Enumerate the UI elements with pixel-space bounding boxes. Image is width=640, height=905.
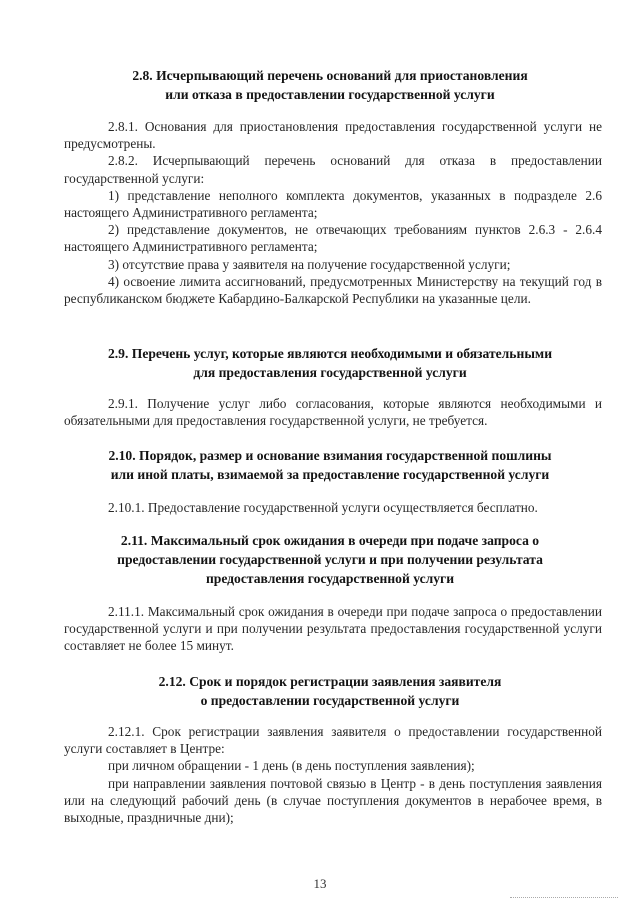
paragraph: 2.9.1. Получение услуг либо согласования, которые являются необходимыми и обязательными для предоставления государственной услуги, не требуется. (64, 396, 602, 429)
scan-artifact (510, 897, 618, 900)
section-body-2-11 (64, 603, 602, 655)
heading-line: о предоставлении государственной услуги (200, 693, 460, 708)
heading-line: 2.12. Срок и порядок регистрации заявления заявителя (158, 674, 502, 689)
paragraph: 2.11.1. Максимальный срок ожидания в очереди при подаче запроса о предоставлении государственной услуги и при получении результата предоставления государственной услуги составляет не более 15 минут. (64, 604, 602, 654)
paragraph: 2.10.1. Предоставление государственной услуги осуществляется бесплатно. (108, 500, 538, 515)
section-body-2-12 (64, 723, 602, 826)
heading-line: или иной платы, взимаемой за предоставление государственной услуги (110, 467, 550, 482)
paragraph: 1) представление неполного комплекта документов, указанных в подразделе 2.6 настоящего Административного регламента; (64, 187, 602, 221)
section-body-2-10 (64, 499, 602, 516)
paragraph: 4) освоение лимита ассигнований, предусмотренных Министерству на текущий год в республиканском бюджете Кабардино-Балкарской Республики на указанные цели. (64, 273, 602, 307)
paragraph: 2.12.1. Срок регистрации заявления заявителя о предоставлении государственной услуги составляет в Центре: (64, 724, 602, 757)
section-body-2-9 (64, 395, 602, 429)
paragraph: при личном обращении - 1 день (в день поступления заявления); (108, 758, 475, 774)
heading-line: 2.9. Перечень услуг, которые являются необходимыми и обязательными (107, 346, 553, 361)
paragraph: 3) отсутствие права у заявителя на получение государственной услуги; (108, 256, 511, 272)
section-heading-2-11 (60, 531, 600, 588)
section-heading-2-10 (60, 446, 600, 484)
paragraph: при направлении заявления почтовой связью в Центр - в день поступления заявления или на следующий рабочий день (в случае поступления документов в нерабочее время, в выходные, праздничные дни); (64, 775, 602, 826)
heading-line: 2.10. Порядок, размер и основание взимания государственной пошлины (108, 448, 552, 463)
paragraph: 2.8.1. Основания для приостановления предоставления государственной услуги не предусмотрены. (64, 119, 602, 152)
paragraph: 2.8.2. Исчерпывающий перечень оснований для отказа в предоставлении государственной услуги: (64, 153, 602, 186)
heading-line: предоставлении государственной услуги и при получении результата (117, 552, 543, 567)
page-number: 13 (313, 876, 327, 891)
paragraph: 2) представление документов, не отвечающих требованиям пунктов 2.6.3 - 2.6.4 настоящего Административного регламента; (64, 222, 602, 255)
section-heading-2-9 (60, 344, 600, 382)
section-body-2-8 (64, 118, 602, 307)
heading-line: предоставления государственной услуги (205, 571, 455, 586)
heading-line: для предоставления государственной услуги (193, 365, 467, 380)
heading-line: или отказа в предоставлении государственной услуги (165, 87, 495, 102)
section-heading-2-12 (60, 672, 600, 710)
heading-line: 2.8. Исчерпывающий перечень оснований для приостановления (132, 68, 528, 83)
heading-line: 2.11. Максимальный срок ожидания в очереди при подаче запроса о (120, 533, 540, 548)
section-heading-2-8 (60, 66, 600, 104)
